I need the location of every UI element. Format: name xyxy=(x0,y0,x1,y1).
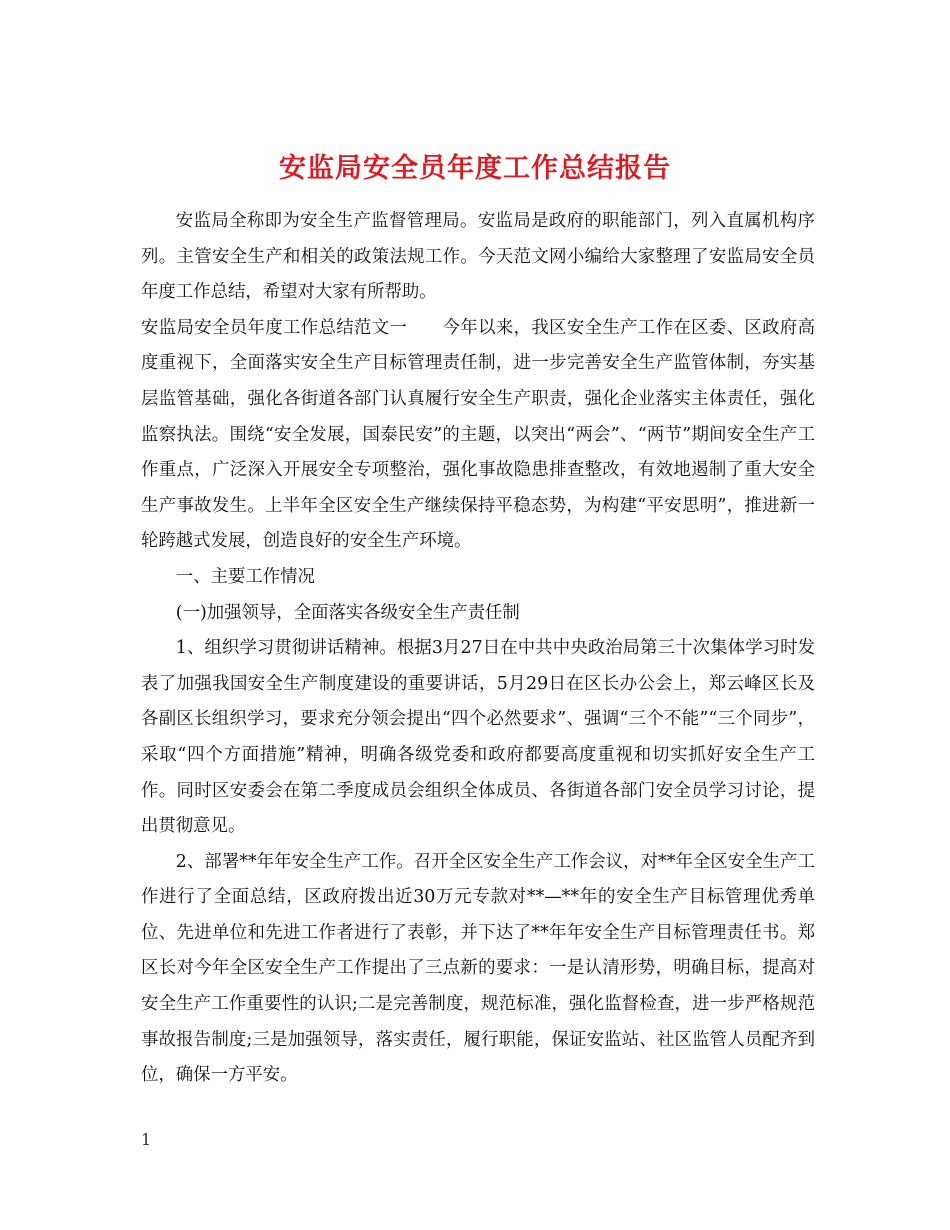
subsection-heading-leadership: (一)加强领导，全面落实各级安全生产责任制 xyxy=(175,602,520,623)
page-number: 1 xyxy=(141,1130,152,1149)
intro-paragraph: 安监局全称即为安全生产监督管理局。安监局是政府的职能部门，列入直属机构序列。主管安全生产和相关的政策法规工作。今天范文网小编给大家整理了安监局安全员年度工作总结，希望对大家有所帮助。 xyxy=(141,211,815,303)
sample-one-paragraph: 安监局安全员年度工作总结范文一 今年以来，我区安全生产工作在区委、区政府高度重视下，全面落实安全生产目标管理责任制，进一步完善安全生产监管体制，夯实基层监管基础，强化各街道各部门认真履行安全生产职责，强化企业落实主体责任，强化监察执法。围绕“安全发展，国泰民安”的主题，以突出“两会”、“两节”期间安全生产工作重点，广泛深入开展安全专项整治，强化事故隐患排查整改，有效地遏制了重大安全生产事故发生。上半年全区安全生产继续保持平稳态势，为构建“平安思明”，推进新一轮跨越式发展，创造良好的安全生产环境。 xyxy=(141,317,815,552)
section-heading-main-work: 一、主要工作情况 xyxy=(175,566,315,587)
item-two-paragraph: 2、部署**年年安全生产工作。召开全区安全生产工作会议，对**年全区安全生产工作进行了全面总结，区政府拨出近30万元专款对**—**年的安全生产目标管理优秀单位、先进单位和先进工作者进行了表彰，并下达了**年年安全生产目标管理责任书。郑区长对今年全区安全生产工作提出了三点新的要求：一是认清形势，明确目标，提高对安全生产工作重要性的认识;二是完善制度，规范标准，强化监督检查，进一步严格规范事故报告制度;三是加强领导，落实责任，履行职能，保证安监站、社区监管人员配齐到位，确保一方平安。 xyxy=(141,851,815,1086)
document-body xyxy=(141,204,815,1094)
item-one-paragraph: 1、组织学习贯彻讲话精神。根据3月27日在中共中央政治局第三十次集体学习时发表了加强我国安全生产制度建设的重要讲话，5月29日在区长办公会上，郑云峰区长及各副区长组织学习，要求充分领会提出“四个必然要求”、强调“三个不能”“三个同步”，采取“四个方面措施”精神，明确各级党委和政府都要高度重视和切实抓好安全生产工作。同时区安委会在第二季度成员会组织全体成员、各街道各部门安全员学习讨论，提出贯彻意见。 xyxy=(141,638,815,837)
document-title: 安监局安全员年度工作总结报告 xyxy=(279,153,671,185)
